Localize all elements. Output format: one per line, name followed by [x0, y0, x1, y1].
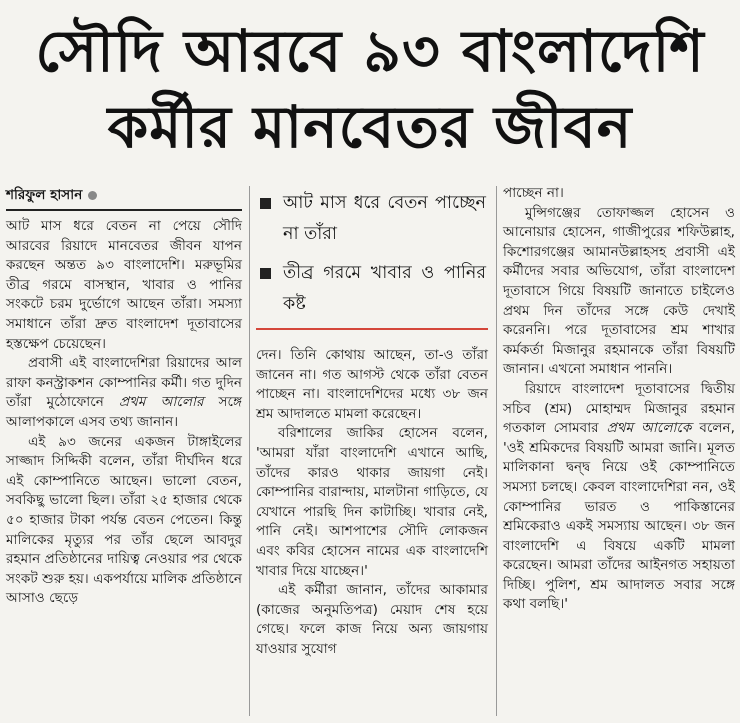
- paragraph: এই কর্মীরা জানান, তাঁদের আকামার (কাজের অনুমতিপত্র) মেয়াদ শেষ হয়ে গেছে। ফলে কাজ নিয়ে অন্য জায়গায় যাওয়ার সুযোগ: [256, 582, 488, 657]
- paragraph: মুন্সিগঞ্জের তোফাজ্জল হোসেন ও আনোয়ার হোসেন, গাজীপুরের শফিউল্লাহ, কিশোরগঞ্জের আমানউল্লাহসহ প্রবাসী এই কর্মীদের সবার অভিযোগ, তাঁরা বাংলাদেশ দূতাবাসে গিয়ে বিষয়টি জানাতে চাইলেও প্রথম দিন তাঁদের সঙ্গে কেউ দেখাই করেননি। পরে দূতাবাসের শ্রম শাখার কর্মকর্তা মিজানুর রহমানকে তাঁরা বিষয়টি জানান। এখনো সমাধান পাননি।: [503, 204, 735, 378]
- column-2-body: [256, 346, 488, 660]
- paragraph-text: সঙ্গে আলাপকালে এসব তথ্য জানান।: [6, 394, 242, 430]
- headline-line-2: কর্মীর মানবেতর জীবন: [107, 93, 633, 161]
- highlight-item: [260, 188, 486, 250]
- column-divider-1: [249, 186, 250, 716]
- highlights-box: [256, 184, 488, 320]
- paragraph-text: প্রবাসী এই বাংলাদেশিরা রিয়াদের আল রাফা কনস্ট্রাকশন কোম্পানির কর্মী। গত দুদিন তাঁরা মুঠোফোনে: [6, 355, 242, 411]
- byline: [6, 184, 242, 206]
- author-name: শরিফুল হাসান: [6, 187, 83, 203]
- paragraph-text: বলেন, 'ওই শ্রমিকদের বিষয়টি আমরা জানি। মূলত মালিকানা দ্বন্দ্ব নিয়ে ওই কোম্পানিতে সমস্যা চলছে। কেবল বাংলাদেশিরা নন, ওই কোম্পানির ভারত ও পাকিস্তানের শ্রমিকেরাও একই সমস্যায় আছেন। ৩৮ জন বাংলাদেশি এ বিষয়ে একটি মামলা করেছেন। আমরা তাঁদের আইনগত সহায়তা দিচ্ছি। পুলিশ, শ্রম আদালত সবার সঙ্গে কথা বলছি।': [503, 420, 735, 613]
- paragraph: এই ৯৩ জনের একজন টাঙ্গাইলের সাজ্জাদ সিদ্দিকী বলেন, তাঁরা দীর্ঘদিন ধরে এই কোম্পানিতে আছেন। ভালো বেতন, সবকিছু ভালো ছিল। তাঁরা ২৫ হাজার থেকে ৫০ হাজার টাকা পর্যন্ত বেতন পেতেন। কিন্তু মালিকের মৃত্যুর পর তাঁর ছেলে আবদুর রহমান প্রতিষ্ঠানের দায়িত্ব নেওয়ার পর থেকে সংকট শুরু হয়। একপর্যায়ে মালিক প্রতিষ্ঠানে আসাও ছেড়ে: [6, 433, 242, 607]
- highlight-text: তীব্র গরমে খাবার ও পানির কষ্ট: [283, 263, 486, 314]
- newspaper-name: প্রথম আলোর: [118, 394, 204, 411]
- headline: [0, 0, 740, 178]
- paragraph: দেন। তিনি কোথায় আছেন, তা-ও তাঁরা জানেন না। গত আগস্ট থেকে তাঁরা বেতন পাচ্ছেন না। বাংলাদেশিদের মধ্যে ৩৮ জন শ্রম আদালতে মামলা করেছেন।: [256, 347, 488, 422]
- highlight-divider: [256, 328, 488, 330]
- paragraph: আট মাস ধরে বেতন না পেয়ে সৌদি আরবের রিয়াদে মানবেতর জীবন যাপন করছেন অন্তত ৯৩ বাংলাদেশি। মরুভূমির তীব্র গরমে বাসস্থান, খাবার ও পানির সংকটে চরম দুর্ভোগে আছেন তাঁরা। সমস্যা সমাধানে তাঁরা দ্রুত বাংলাদেশ দূতাবাসের হস্তক্ষেপ চেয়েছেন।: [6, 218, 242, 352]
- byline-rule: [6, 209, 242, 211]
- square-bullet-icon: [260, 268, 271, 279]
- column-divider-2: [496, 186, 497, 716]
- paragraph: পাচ্ছেন না।: [503, 185, 564, 201]
- newspaper-name: প্রথম আলোকে: [606, 420, 692, 437]
- article-column-1: [6, 184, 242, 609]
- article-column-2: [256, 184, 488, 657]
- highlight-text: আট মাস ধরে বেতন পাচ্ছেন না তাঁরা: [283, 193, 486, 244]
- paragraph: [503, 380, 735, 615]
- paragraph: বরিশালের জাকির হোসেন বলেন, 'আমরা যাঁরা বাংলাদেশি এখানে আছি, তাঁদের কারও থাকার জায়গা নেই। কোম্পানির বারান্দায়, মালটানা গাড়িতে, যে যেখানে পারছি দিন কাটাচ্ছি। খাবার নেই, পানি নেই। আশপাশের সৌদি লোকজন এবং কবির হোসেন নামের এক বাংলাদেশি খাবার দিয়ে যাচ্ছেন।': [256, 425, 488, 579]
- headline-line-1: সৌদি আরবে ৯৩ বাংলাদেশি: [35, 17, 705, 85]
- article-column-3: [503, 184, 735, 615]
- paragraph-text: রিয়াদে বাংলাদেশ দূতাবাসের দ্বিতীয় সচিব (শ্রম) মোহাম্মদ মিজানুর রহমান গতকাল সোমবার: [503, 380, 735, 437]
- byline-dot-icon: [88, 191, 97, 200]
- highlight-item: [260, 258, 486, 320]
- square-bullet-icon: [260, 198, 271, 209]
- paragraph: [6, 354, 242, 432]
